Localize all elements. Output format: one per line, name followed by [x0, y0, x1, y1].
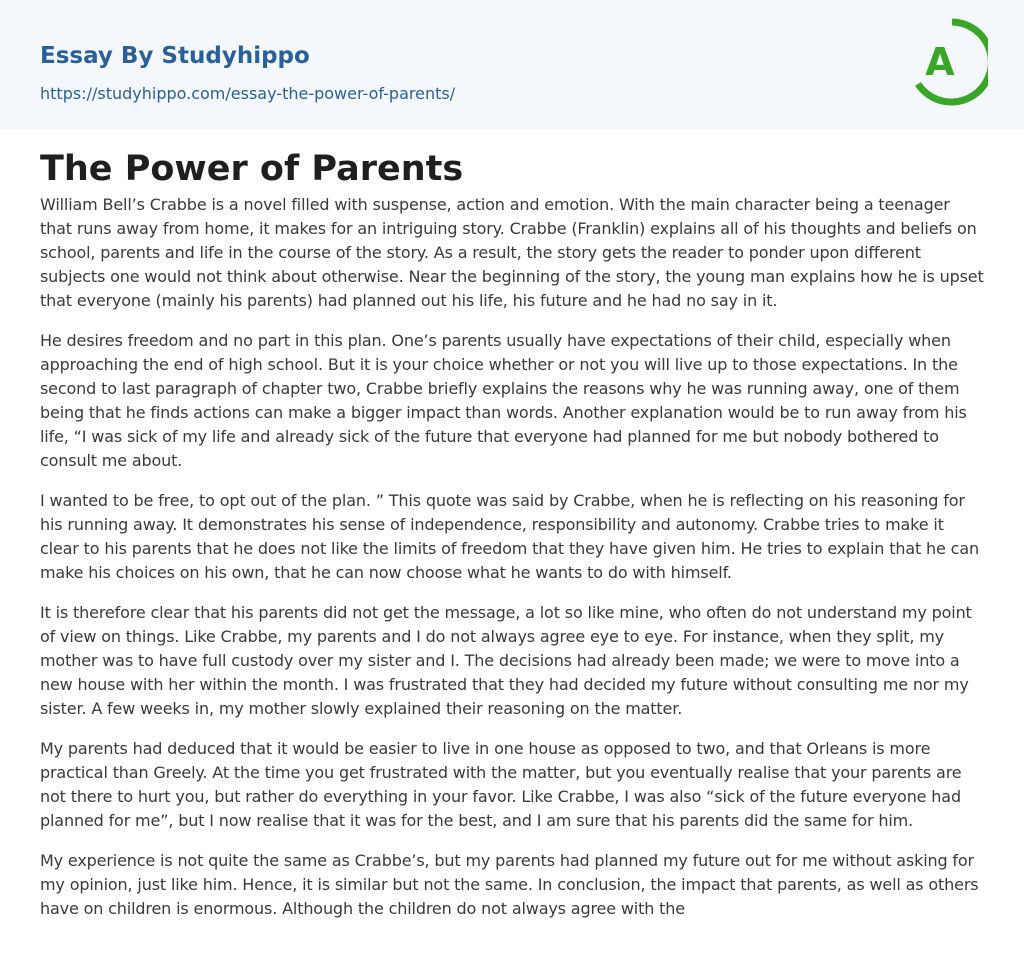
paragraph-5: My parents had deduced that it would be easier to live in one house as opposed to two, and that Orleans is more practical than Greely. At the time you get frustrated with the matter, but you eventually realise that your parents are not there to hurt you, but rather do everything in your favor. Like Crabbe, I was also “sick of the future everyone had planned for me”, but I now realise that it was for the best, and I am sure that his parents did the same for him. [40, 739, 962, 830]
paragraph-2: He desires freedom and no part in this plan. One’s parents usually have expectations of their child, especially when approaching the end of high school. But it is your choice whether or not you will live up to those expectations. In the second to last paragraph of chapter two, Crabbe briefly explains the reasons why he was running away, one of them being that he finds actions can make a bigger impact than words. Another explanation would be to run away from his life, “I was sick of my life and already sick of the future that everyone had planned for me but nobody bothered to consult me about. [40, 331, 967, 470]
paragraph-1: William Bell’s Crabbe is a novel filled with suspense, action and emotion. With the main character being a teenager that runs away from home, it makes for an intriguing story. Crabbe (Franklin) explains all of his thoughts and beliefs on school, parents and life in the course of the story. As a result, the story gets the reader to ponder upon different subjects one would not think about otherwise. Near the beginning of the story, the young man explains how he is upset that everyone (mainly his parents) had planned out his life, his future and he had no say in it. [40, 195, 984, 310]
article [0, 147, 1024, 921]
paragraph-3: I wanted to be free, to opt out of the plan. ” This quote was said by Crabbe, when he is reflecting on his reasoning for his running away. It demonstrates his sense of independence, responsibility and autonomy. Crabbe tries to make it clear to his parents that he does not like the limits of freedom that they have given him. He tries to explain that he can make his choices on his own, that he can now choose what he wants to do with himself. [40, 491, 979, 582]
page-url-link[interactable]: https://studyhippo.com/essay-the-power-of-parents/ [40, 84, 456, 103]
brand-title[interactable]: Essay By Studyhippo [40, 43, 310, 69]
page-title: The Power of Parents [40, 149, 464, 189]
paragraph-6: My experience is not quite the same as Crabbe’s, but my parents had planned my future out for me without asking for my opinion, just like him. Hence, it is similar but not the same. In conclusion, the impact that parents, as well as others have on children is enormous. Although the children do not always agree with the [40, 851, 979, 918]
studyhippo-logo-icon[interactable] [912, 18, 988, 106]
paragraph-4: It is therefore clear that his parents did not get the message, a lot so like mine, who often do not understand my point of view on things. Like Crabbe, my parents and I do not always agree eye to eye. For instance, when they split, my mother was to have full custody over my sister and I. The decisions had already been made; we were to move into a new house with her within the month. I was frustrated that they had decided my future without consulting me nor my sister. A few weeks in, my mother slowly explained their reasoning on the matter. [40, 603, 972, 718]
site-header [0, 0, 1024, 129]
logo-letter: A [925, 40, 955, 84]
